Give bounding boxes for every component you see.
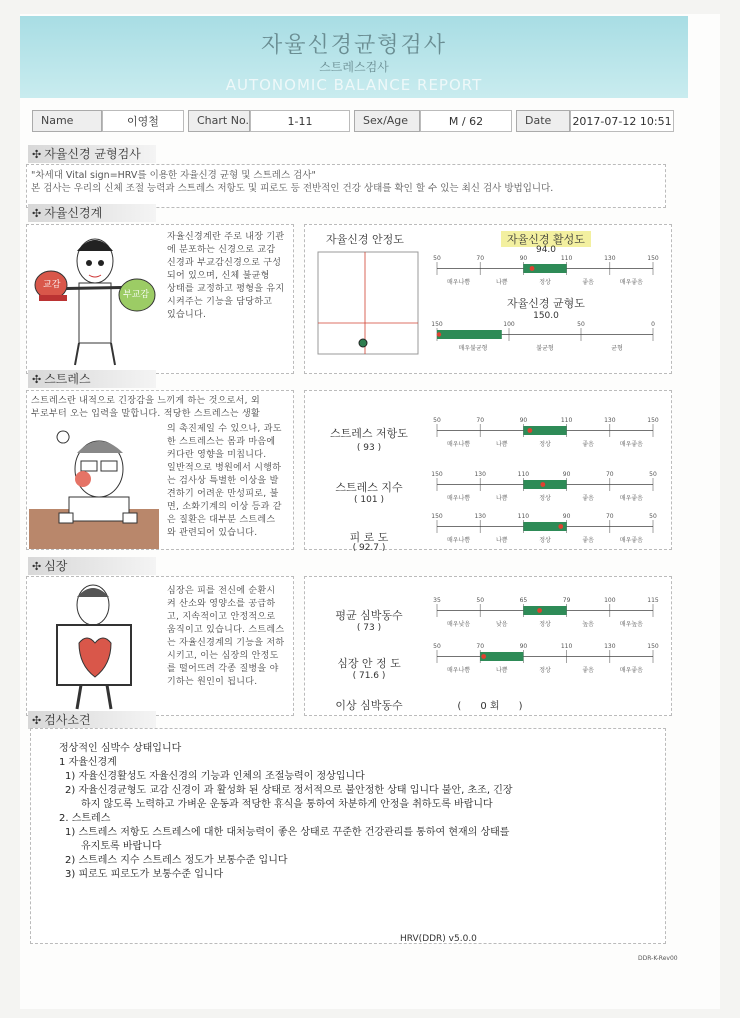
desc-line: 한 스트레스는 몸과 마음에 (167, 437, 276, 447)
tick-label: 130 (474, 513, 486, 520)
tick-label: 130 (474, 471, 486, 478)
gauge-marker (530, 266, 535, 271)
category-label: 높음 (582, 621, 594, 628)
stress-index-gauge (433, 469, 659, 505)
tick-label: 70 (476, 417, 485, 424)
category-label: 균형 (611, 345, 623, 352)
tick-label: 90 (562, 513, 571, 520)
ans-description (167, 231, 293, 322)
desc-line: 움직이고 있습니다. 스트레스 (167, 625, 285, 635)
category-label: 낮음 (496, 621, 508, 628)
tick-label: 50 (433, 417, 441, 424)
desc-line: 일반적으로 병원에서 시행하 (167, 463, 282, 473)
gauge-fill (523, 606, 566, 615)
category-label: 매우낮음 (447, 621, 471, 628)
desc-line: 시켜주는 기능을 담당하고 (167, 297, 273, 307)
desc-line: 면, 소화기계의 이상 등과 같 (167, 502, 282, 512)
tick-label: 70 (476, 643, 485, 650)
category-label: 매우좋음 (619, 537, 643, 544)
gauge-marker (437, 332, 441, 336)
tick-label: 50 (649, 471, 657, 478)
stress-resistance-label: 스트레스 저항도 (330, 427, 408, 440)
balance-value: 150.0 (533, 311, 559, 321)
desc-line: 시키고, 이는 심장의 안정도 (167, 651, 279, 661)
category-label: 정상 (539, 279, 551, 286)
category-label: 정상 (539, 495, 551, 502)
category-label: 매우좋음 (619, 279, 643, 286)
bag-parasympathetic-label: 부교감 (123, 290, 150, 300)
tick-label: 50 (649, 513, 657, 520)
sexage-value: M / 62 (420, 110, 512, 132)
heart-chart-man-illustration (29, 581, 159, 713)
tick-label: 70 (605, 513, 614, 520)
activity-value: 94.0 (535, 245, 557, 255)
category-label: 정상 (539, 667, 551, 674)
tick-label: 100 (604, 597, 616, 604)
report-banner (20, 16, 688, 98)
desc-line: 고, 지속적이고 안정적으로 (167, 612, 276, 622)
desc-line: 심장은 피를 전신에 순환시 (167, 586, 276, 596)
stress-resistance-gauge (433, 415, 659, 451)
intro-box (26, 164, 666, 208)
desc-line: 자율신경계란 주로 내장 기관 (167, 232, 285, 242)
heart-stability-gauge (433, 641, 659, 677)
category-label: 매우나쁨 (447, 441, 471, 448)
finding-line: 정상적인 심박수 상태입니다 (59, 743, 182, 754)
form-code: DDR-K-Rev00 (638, 955, 678, 962)
section-header-ans (28, 204, 156, 222)
heart-rate-gauge (433, 595, 659, 631)
heart-chart-box (304, 576, 672, 716)
category-label: 나쁨 (496, 441, 508, 448)
category-label: 불균형 (536, 345, 554, 352)
intro-line-1: "차세대 Vital sign=HRV를 이용한 자율신경 균형 및 스트레스 검사" (31, 170, 316, 181)
finding-line: 1) 자율신경활성도 자율신경의 기능과 인체의 조절능력이 정상입니다 (65, 771, 365, 782)
desc-line: 되어 있으며, 신체 불균형 (167, 271, 270, 281)
finding-line: 유지토록 바랍니다 (81, 841, 162, 852)
category-label: 매우좋음 (619, 667, 643, 674)
tick-label: 35 (433, 597, 441, 604)
category-label: 좋음 (582, 441, 594, 448)
finding-line: 2. 스트레스 (59, 813, 111, 824)
tick-label: 70 (476, 255, 485, 262)
category-label: 매우나쁨 (447, 537, 471, 544)
tick-label: 100 (503, 321, 515, 328)
section-header-stress (28, 370, 156, 388)
fatigue-number: 92.7 (358, 543, 380, 553)
category-label: 매우나쁨 (447, 495, 471, 502)
desc-line: 부로부터 오는 입력을 말합니다. 적당한 스트레스는 생활 (31, 409, 260, 419)
stress-index-number: 101 (360, 495, 378, 505)
tick-label: 150 (431, 513, 443, 520)
category-label: 정상 (539, 537, 551, 544)
fatigue-label: 피 로 도 (349, 531, 389, 544)
desc-line: 견하기 어려운 만성피로, 불 (167, 489, 279, 499)
tick-label: 110 (560, 417, 573, 424)
tick-label: 110 (517, 513, 530, 520)
tick-label: 110 (560, 643, 573, 650)
heart-rate-label: 평균 심박동수 (335, 609, 403, 622)
section-header-heart (28, 557, 156, 575)
stress-index-label: 스트레스 지수 (335, 481, 403, 494)
tick-label: 90 (519, 643, 528, 650)
category-label: 매우나쁨 (447, 667, 471, 674)
report-page (20, 14, 720, 1009)
ectopic-beat-value: ( 0 회 ) (457, 701, 523, 712)
desc-line: 에 분포하는 신경으로 교감 (167, 245, 276, 255)
section-title: 자율신경계 (44, 206, 103, 220)
ans-desc-box (26, 224, 294, 374)
chart-no-value: 1-11 (250, 110, 350, 132)
stress-resistance-number: 93 (363, 443, 375, 453)
stability-frame (318, 252, 418, 354)
category-label: 나쁨 (496, 495, 508, 502)
date-value: 2017-07-12 10:51 (570, 110, 674, 132)
tick-label: 50 (433, 643, 441, 650)
balance-gauge (433, 319, 659, 355)
stress-desc-box (26, 390, 294, 550)
finding-line: 2) 스트레스 지수 스트레스 정도가 보통수준 입니다 (65, 855, 288, 866)
diamond-icon: ✣ (32, 373, 42, 386)
gauge-fill (437, 330, 502, 339)
balance-title: 자율신경 균형도 (507, 297, 585, 310)
section-title: 스트레스 (44, 372, 91, 386)
tick-label: 130 (604, 643, 616, 650)
desc-line: 켜 산소와 영양소를 공급하 (167, 599, 276, 609)
desc-line: 는 자율신경계의 기능을 저하 (167, 638, 285, 648)
finding-line: 하지 않도록 노력하고 가벼운 운동과 적당한 휴식을 통하여 차분하게 안정을 취하도록 바랍니다 (81, 799, 493, 810)
desc-line: 스트레스란 내적으로 긴장감을 느끼게 하는 것으로서, 외 (31, 396, 260, 406)
gauge-marker (540, 482, 545, 487)
tick-label: 0 (651, 321, 655, 328)
tick-label: 110 (560, 255, 573, 262)
report-title: 자율신경균형검사 (260, 33, 448, 58)
heart-description (167, 585, 293, 689)
gauge-marker (558, 524, 563, 529)
section-header-balance (28, 145, 156, 163)
desc-line: 는 검사상 특별한 이상을 발 (167, 476, 279, 486)
activity-title: 자율신경 활성도 (501, 231, 591, 247)
tick-label: 90 (519, 417, 528, 424)
name-label: Name (32, 110, 102, 132)
stability-title: 자율신경 안정도 (326, 233, 404, 246)
sexage-label: Sex/Age (354, 110, 420, 132)
finding-line: 1 자율신경계 (59, 757, 117, 768)
version-label: HRV(DDR) v5.0.0 (400, 934, 477, 944)
fatigue-gauge (433, 511, 659, 547)
stress-description-side (167, 423, 293, 540)
section-header-findings (28, 711, 156, 729)
stress-chart-box (304, 390, 672, 553)
heart-desc-box (26, 576, 294, 716)
finding-line: 2) 자율신경균형도 교감 신경이 과 활성화 된 상태로 정서적으로 불안정한 상태 입니다 불안, 초조, 긴장 (65, 785, 513, 796)
stress-index-value: ( 101 ) (354, 495, 384, 505)
desc-line: 있습니다. (167, 310, 207, 320)
bag-sympathetic-label: 교감 (43, 280, 61, 290)
tick-label: 50 (433, 255, 441, 262)
tick-label: 79 (562, 597, 571, 604)
tick-label: 150 (431, 321, 443, 328)
gauge-marker (537, 608, 542, 613)
tick-label: 130 (604, 255, 616, 262)
heart-stability-label: 심장 안 정 도 (337, 657, 401, 670)
gauge-marker (527, 428, 532, 433)
finding-line: 3) 피로도 피로도가 보통수준 입니다 (65, 869, 224, 880)
tick-label: 150 (647, 643, 659, 650)
ectopic-beat-label: 이상 심박동수 (335, 699, 403, 712)
stress-description-top (31, 395, 293, 421)
section-title: 자율신경 균형검사 (44, 147, 141, 161)
category-label: 좋음 (582, 279, 594, 286)
name-value: 이영철 (102, 110, 184, 132)
category-label: 나쁨 (496, 537, 508, 544)
category-label: 정상 (539, 621, 551, 628)
ectopic-beat-number: 0 회 (480, 701, 500, 712)
gauge-fill (480, 652, 523, 661)
section-title: 검사소견 (44, 713, 91, 727)
stability-point (359, 339, 367, 347)
ans-chart-box (304, 224, 672, 374)
heart-rate-number: 73 (363, 623, 375, 633)
desc-line: 상태를 교정하고 평형을 유지 (167, 284, 285, 294)
tick-label: 115 (647, 597, 659, 604)
tick-label: 90 (519, 255, 528, 262)
category-label: 좋음 (582, 495, 594, 502)
tick-label: 50 (476, 597, 485, 604)
desc-line: 신경과 부교감신경으로 구성 (167, 258, 282, 268)
category-label: 매우높음 (619, 621, 643, 628)
diamond-icon: ✣ (32, 714, 42, 727)
heart-rate-value: ( 73 ) (356, 623, 382, 633)
desc-line: 기하는 원인이 됩니다. (167, 677, 258, 687)
category-label: 매우좋음 (619, 441, 643, 448)
stability-plot (317, 251, 419, 355)
category-label: 나쁨 (496, 667, 508, 674)
tick-label: 150 (647, 255, 659, 262)
scale-balance-illustration (29, 229, 159, 369)
category-label: 좋음 (582, 667, 594, 674)
category-label: 나쁨 (496, 279, 508, 286)
category-label: 정상 (539, 441, 551, 448)
tick-label: 150 (431, 471, 443, 478)
report-title-en: AUTONOMIC BALANCE REPORT (225, 76, 483, 94)
category-label: 매우나쁨 (447, 279, 471, 286)
tick-label: 50 (577, 321, 585, 328)
desc-line: 의 촉진제일 수 있으나, 과도 (167, 424, 282, 434)
diamond-icon: ✣ (32, 207, 42, 220)
stressed-man-illustration (29, 423, 159, 549)
chart-no-label: Chart No. (188, 110, 250, 132)
finding-line: 1) 스트레스 저항도 스트레스에 대한 대처능력이 좋은 상태로 꾸준한 건강관리를 통하여 현재의 상태를 (65, 827, 510, 838)
heart-stability-number: 71.6 (358, 671, 380, 681)
diamond-icon: ✣ (32, 560, 42, 573)
activity-gauge (433, 253, 659, 289)
desc-line: 은 질환은 대부분 스트레스 (167, 515, 276, 525)
tick-label: 65 (519, 597, 528, 604)
tick-label: 90 (562, 471, 571, 478)
category-label: 매우불균형 (458, 345, 488, 352)
heart-stability-value: ( 71.6 ) (352, 671, 386, 681)
category-label: 좋음 (582, 537, 594, 544)
fatigue-value: ( 92.7 ) (352, 543, 386, 553)
category-label: 매우좋음 (619, 495, 643, 502)
findings-box (30, 728, 666, 944)
diamond-icon: ✣ (32, 148, 42, 161)
intro-line-2: 본 검사는 우리의 신체 조절 능력과 스트레스 저항도 및 피로도 등 전반적인 건강 상태를 확인 할 수 있는 최신 검사 방법입니다. (31, 183, 554, 194)
tick-label: 110 (517, 471, 530, 478)
stress-resistance-value: ( 93 ) (356, 443, 382, 453)
desc-line: 와 관련되어 있습니다. (167, 528, 258, 538)
desc-line: 를 떨어뜨려 각종 질병을 야 (167, 664, 279, 674)
gauge-marker (481, 654, 486, 659)
date-label: Date (516, 110, 570, 132)
tick-label: 130 (604, 417, 616, 424)
tick-label: 150 (647, 417, 659, 424)
tick-label: 70 (605, 471, 614, 478)
report-subtitle: 스트레스검사 (319, 60, 389, 74)
desc-line: 커다란 영향을 미칩니다. (167, 450, 267, 460)
section-title: 심장 (44, 559, 68, 573)
